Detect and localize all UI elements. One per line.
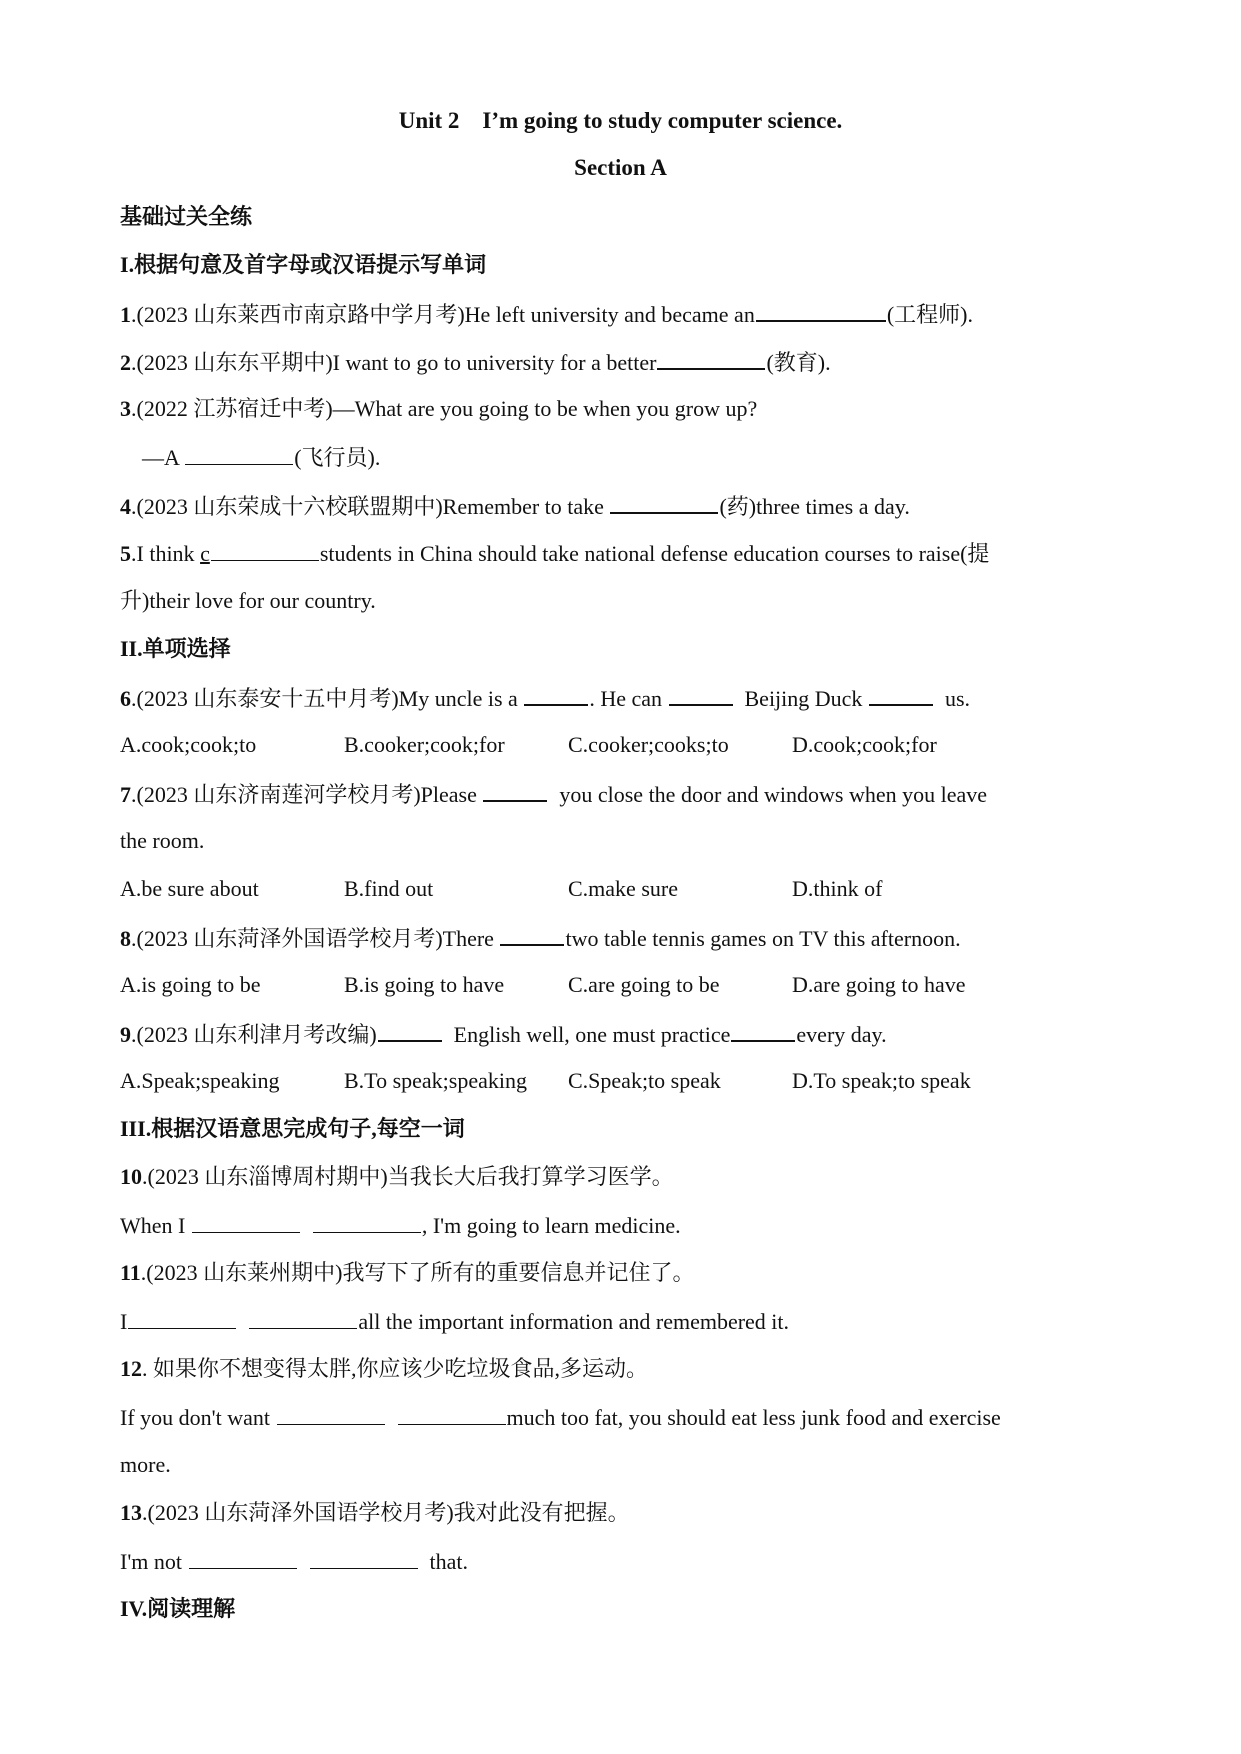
q10-source: .(2023 山东淄博周村期中) xyxy=(142,1164,388,1189)
q9-text-b: every day. xyxy=(796,1022,887,1047)
q8-option-a[interactable]: A.is going to be xyxy=(120,972,261,997)
q8-text-b: two table tennis games on TV this afternoon. xyxy=(565,926,961,951)
q7-option-d[interactable]: D.think of xyxy=(792,876,883,901)
q12-chinese: . 如果你不想变得太胖,你应该少吃垃圾食品,多运动。 xyxy=(142,1356,649,1381)
question-10-answer-line xyxy=(120,1210,681,1241)
question-12-answer-line xyxy=(120,1402,1001,1433)
q8-option-c[interactable]: C.are going to be xyxy=(568,972,720,997)
q5-first-letter: c xyxy=(200,541,210,566)
q7-option-a[interactable]: A.be sure about xyxy=(120,876,259,901)
q9-option-d[interactable]: D.To speak;to speak xyxy=(792,1068,971,1093)
q3-number: 3 xyxy=(120,396,131,421)
question-3-answer-line xyxy=(142,442,380,473)
question-4 xyxy=(120,490,910,522)
q7-text-a: Please xyxy=(420,782,483,807)
q6-option-d[interactable]: D.cook;cook;for xyxy=(792,732,937,757)
question-11-answer-line xyxy=(120,1306,789,1337)
q1-text-b: (工程师). xyxy=(886,302,973,327)
q12-en-b: much too fat, you should eat less junk food and exercise xyxy=(506,1405,1001,1430)
q13-en-b: that. xyxy=(418,1549,469,1574)
question-9 xyxy=(120,1018,887,1050)
q5-text-b: students in China should take national defense education courses to raise(提 xyxy=(319,541,990,566)
q1-number: 1 xyxy=(120,302,131,327)
q6-text-d: us. xyxy=(933,686,970,711)
q11-en-a: I xyxy=(120,1309,128,1334)
q6-blank-2[interactable] xyxy=(669,682,733,706)
question-3 xyxy=(120,394,757,424)
q3-line2-b: (飞行员). xyxy=(294,445,381,470)
q1-answer-blank[interactable] xyxy=(756,298,886,322)
q2-number: 2 xyxy=(120,350,131,375)
q13-blank-2[interactable] xyxy=(310,1546,418,1569)
q12-blank-1[interactable] xyxy=(277,1402,385,1425)
part4-roman: IV xyxy=(120,1596,142,1621)
question-12-line3: more. xyxy=(120,1452,171,1477)
q9-option-a[interactable]: A.Speak;speaking xyxy=(120,1068,280,1093)
q13-number: 13 xyxy=(120,1500,142,1525)
question-10 xyxy=(120,1162,674,1192)
question-6 xyxy=(120,682,970,714)
q11-number: 11 xyxy=(120,1260,141,1285)
q5-text-a: .I think xyxy=(131,541,201,566)
part1-roman: I xyxy=(120,252,129,277)
q7-blank[interactable] xyxy=(483,778,547,802)
q1-text-a: He left university and became an xyxy=(464,302,755,327)
q13-en-a: I'm not xyxy=(120,1549,188,1574)
q6-text-b: . He can xyxy=(589,686,668,711)
part2-heading-text: .单项选择 xyxy=(137,636,231,661)
section-title: Section A xyxy=(574,155,667,180)
q2-answer-blank[interactable] xyxy=(657,346,765,370)
practice-heading: 基础过关全练 xyxy=(120,204,253,229)
part1-heading-text: .根据句意及首字母或汉语提示写单词 xyxy=(128,252,487,277)
question-12 xyxy=(120,1354,648,1384)
q3-text-a: —What are you going to be when you grow up? xyxy=(332,396,758,421)
q11-chinese: 我写下了所有的重要信息并记住了。 xyxy=(342,1260,695,1285)
part3-roman: III xyxy=(120,1116,146,1141)
q10-number: 10 xyxy=(120,1164,142,1189)
question-5 xyxy=(120,538,989,569)
q3-line2-a: —A xyxy=(142,445,185,470)
q3-answer-blank[interactable] xyxy=(185,442,293,465)
part1-heading xyxy=(120,250,486,280)
q2-text-a: I want to go to university for a better xyxy=(332,350,657,375)
part2-roman: II xyxy=(120,636,138,661)
q11-en-b: all the important information and remembered it. xyxy=(358,1309,790,1334)
q6-blank-3[interactable] xyxy=(869,682,933,706)
q10-en-a: When I xyxy=(120,1213,191,1238)
question-2 xyxy=(120,346,831,378)
q9-text-a: English well, one must practice xyxy=(442,1022,731,1047)
q4-text-b: (药)three times a day. xyxy=(719,494,910,519)
question-1 xyxy=(120,298,973,330)
q1-source: .(2023 山东莱西市南京路中学月考) xyxy=(131,302,465,327)
q6-option-c[interactable]: C.cooker;cooks;to xyxy=(568,732,729,757)
question-7-line2: the room. xyxy=(120,828,205,853)
q6-text-c: Beijing Duck xyxy=(733,686,868,711)
q8-text-a: There xyxy=(442,926,500,951)
q6-source: .(2023 山东泰安十五中月考) xyxy=(131,686,399,711)
q4-source: .(2023 山东荣成十六校联盟期中) xyxy=(131,494,443,519)
q8-source: .(2023 山东菏泽外国语学校月考) xyxy=(131,926,443,951)
q7-number: 7 xyxy=(120,782,131,807)
q8-option-b[interactable]: B.is going to have xyxy=(344,972,505,997)
q5-number: 5 xyxy=(120,541,131,566)
q8-number: 8 xyxy=(120,926,131,951)
unit-title: Unit 2 I’m going to study computer science. xyxy=(398,108,843,133)
part4-heading-text: .阅读理解 xyxy=(141,1596,236,1621)
q2-source: .(2023 山东东平期中) xyxy=(131,350,333,375)
q4-number: 4 xyxy=(120,494,131,519)
q9-blank-1[interactable] xyxy=(378,1018,442,1042)
q8-blank[interactable] xyxy=(500,922,564,946)
q11-source: .(2023 山东莱州期中) xyxy=(140,1260,343,1285)
q4-text-a: Remember to take xyxy=(442,494,610,519)
question-13-answer-line xyxy=(120,1546,468,1577)
q6-option-b[interactable]: B.cooker;cook;for xyxy=(344,732,505,757)
q10-blank-1[interactable] xyxy=(192,1210,300,1233)
q9-source: .(2023 山东利津月考改编) xyxy=(131,1022,377,1047)
q7-option-b[interactable]: B.find out xyxy=(344,876,434,901)
part4-heading xyxy=(120,1594,235,1624)
q11-blank-1[interactable] xyxy=(128,1306,236,1329)
q13-chinese: 我对此没有把握。 xyxy=(453,1500,630,1525)
q7-option-c[interactable]: C.make sure xyxy=(568,876,678,901)
q13-blank-1[interactable] xyxy=(189,1546,297,1569)
q7-source: .(2023 山东济南莲河学校月考) xyxy=(131,782,421,807)
q9-option-b[interactable]: B.To speak;speaking xyxy=(344,1068,527,1093)
q12-number: 12 xyxy=(120,1356,142,1381)
part2-heading xyxy=(120,634,231,664)
q10-chinese: 当我长大后我打算学习医学。 xyxy=(387,1164,674,1189)
q11-blank-2[interactable] xyxy=(249,1306,357,1329)
part3-heading-text: .根据汉语意思完成句子,每空一词 xyxy=(145,1116,465,1141)
q10-blank-2[interactable] xyxy=(313,1210,421,1233)
q3-source: .(2022 江苏宿迁中考) xyxy=(131,396,333,421)
q7-text-b: you close the door and windows when you leave xyxy=(548,782,988,807)
q12-en-a: If you don't want xyxy=(120,1405,276,1430)
part3-heading xyxy=(120,1114,465,1144)
question-13 xyxy=(120,1498,630,1528)
q9-blank-2[interactable] xyxy=(731,1018,795,1042)
q12-blank-2[interactable] xyxy=(398,1402,506,1425)
q8-option-d[interactable]: D.are going to have xyxy=(792,972,966,997)
q9-option-c[interactable]: C.Speak;to speak xyxy=(568,1068,721,1093)
q6-blank-1[interactable] xyxy=(524,682,588,706)
question-7 xyxy=(120,778,987,810)
question-11 xyxy=(120,1258,694,1288)
q6-text-a: My uncle is a xyxy=(398,686,524,711)
question-8 xyxy=(120,922,961,954)
question-5-line2: 升)their love for our country. xyxy=(120,588,376,613)
q6-number: 6 xyxy=(120,686,131,711)
q9-number: 9 xyxy=(120,1022,131,1047)
q6-option-a[interactable]: A.cook;cook;to xyxy=(120,732,257,757)
q5-answer-blank[interactable] xyxy=(211,538,319,561)
q13-source: .(2023 山东菏泽外国语学校月考) xyxy=(142,1500,454,1525)
q10-en-b: , I'm going to learn medicine. xyxy=(421,1213,681,1238)
q2-text-b: (教育). xyxy=(766,350,831,375)
q4-answer-blank[interactable] xyxy=(610,490,718,514)
